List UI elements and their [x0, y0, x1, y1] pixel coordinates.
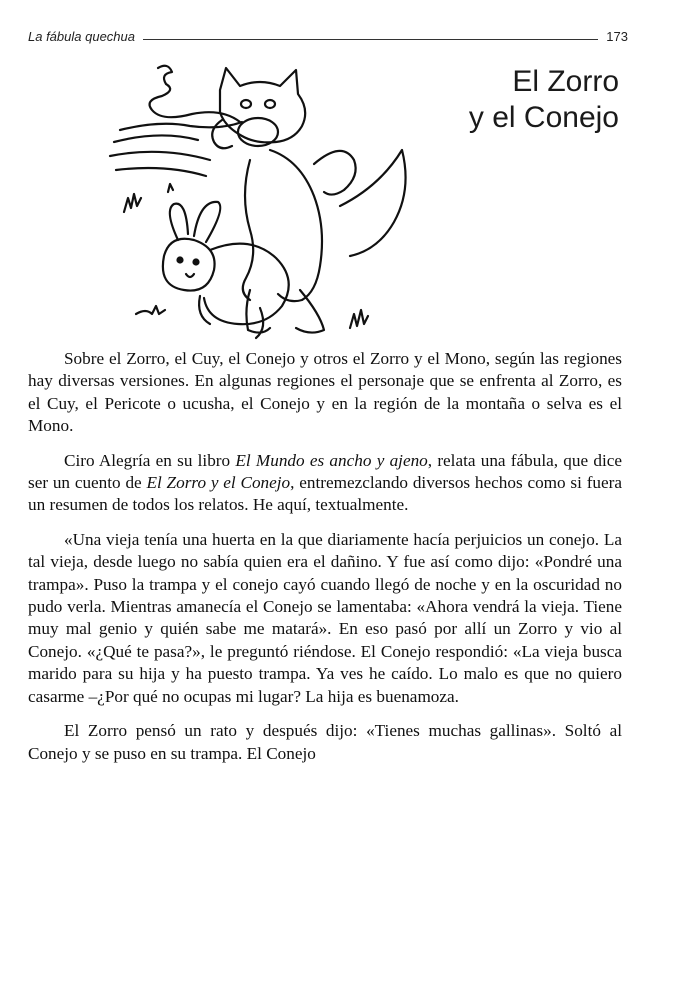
paragraph-3: «Una vieja tenía una huerta en la que diariamente hacía perjuicios un conejo. La tal vieja, desde luego no sabía quien era el dañino. Y fue así como dijo: «Pondré una trampa». Puso la trampa y el conejo cayó cuando llegó de noche y en la oscuridad no pudo verla. Mientras amanecía el Conejo se lamentaba: «Ahora vendrá la vieja. Tiene muy mal genio y quién sabe me matará». En eso pasó por allí un Zorro y vio al Conejo. «¿Qué te pasa?», le preguntó riéndose. El Conejo respondió: «La vieja busca marido para su hija y ha puesto trampa. Ya ves he caído. Lo malo es que no quiero casarme –¿Por qué no ocupas mi lugar? La hija es buenamoza.: [28, 529, 622, 706]
fox-arm: [314, 151, 356, 195]
paragraph-2-part: , relata una fábula, que dice ser un cuento de: [28, 450, 622, 493]
body-text: [28, 348, 622, 777]
book-title: La fábula quechua: [28, 29, 135, 44]
fox-eye: [265, 100, 275, 108]
paragraph-4: El Zorro pensó un rato y después dijo: «Tienes muchas gallinas». Soltó al Conejo y se puso en su trampa. El Conejo: [28, 721, 622, 763]
book-reference: El Mundo es ancho y ajeno: [235, 450, 428, 470]
paragraph-2-part: Ciro Alegría en su libro: [64, 450, 236, 470]
rabbit-ear: [170, 204, 188, 240]
fox-tail: [340, 150, 406, 256]
fox-eye: [241, 100, 251, 108]
rabbit-ear: [194, 202, 220, 242]
paragraph-1: Sobre el Zorro, el Cuy, el Conejo y otros el Zorro y el Mono, según las regiones hay diversas versiones. En algunas regiones el personaje que se enfrenta al Zorro, es el Cuy, el Pericote o ucusha, el Conejo y en la región de la montaña o selva es el Mono.: [28, 349, 622, 436]
running-header: [28, 22, 628, 44]
paragraph-2-part: , entremezclando diversos hechos como si fuera un resumen de todos los relatos. He aquí, textualmente.: [28, 473, 622, 515]
paragraph-2: [28, 450, 622, 517]
grass-tuft: [124, 194, 141, 212]
header-rule: [143, 39, 598, 40]
rabbit-head: [163, 239, 215, 291]
grass-tuft: [136, 306, 165, 314]
fox-head: [220, 68, 305, 142]
fox-paw-pipe: [212, 120, 232, 148]
fox-and-rabbit-illustration: [100, 60, 420, 340]
page-number: 173: [606, 29, 628, 44]
grass-tuft: [350, 310, 368, 328]
fox-leg: [296, 290, 324, 333]
story-reference: El Zorro y el Conejo: [146, 473, 291, 493]
smoke-swirl: [150, 66, 240, 122]
story-title: [399, 64, 619, 136]
fox-body: [270, 150, 322, 301]
title-line-1: El Zorro: [512, 65, 619, 98]
title-line-2: y el Conejo: [468, 101, 619, 134]
